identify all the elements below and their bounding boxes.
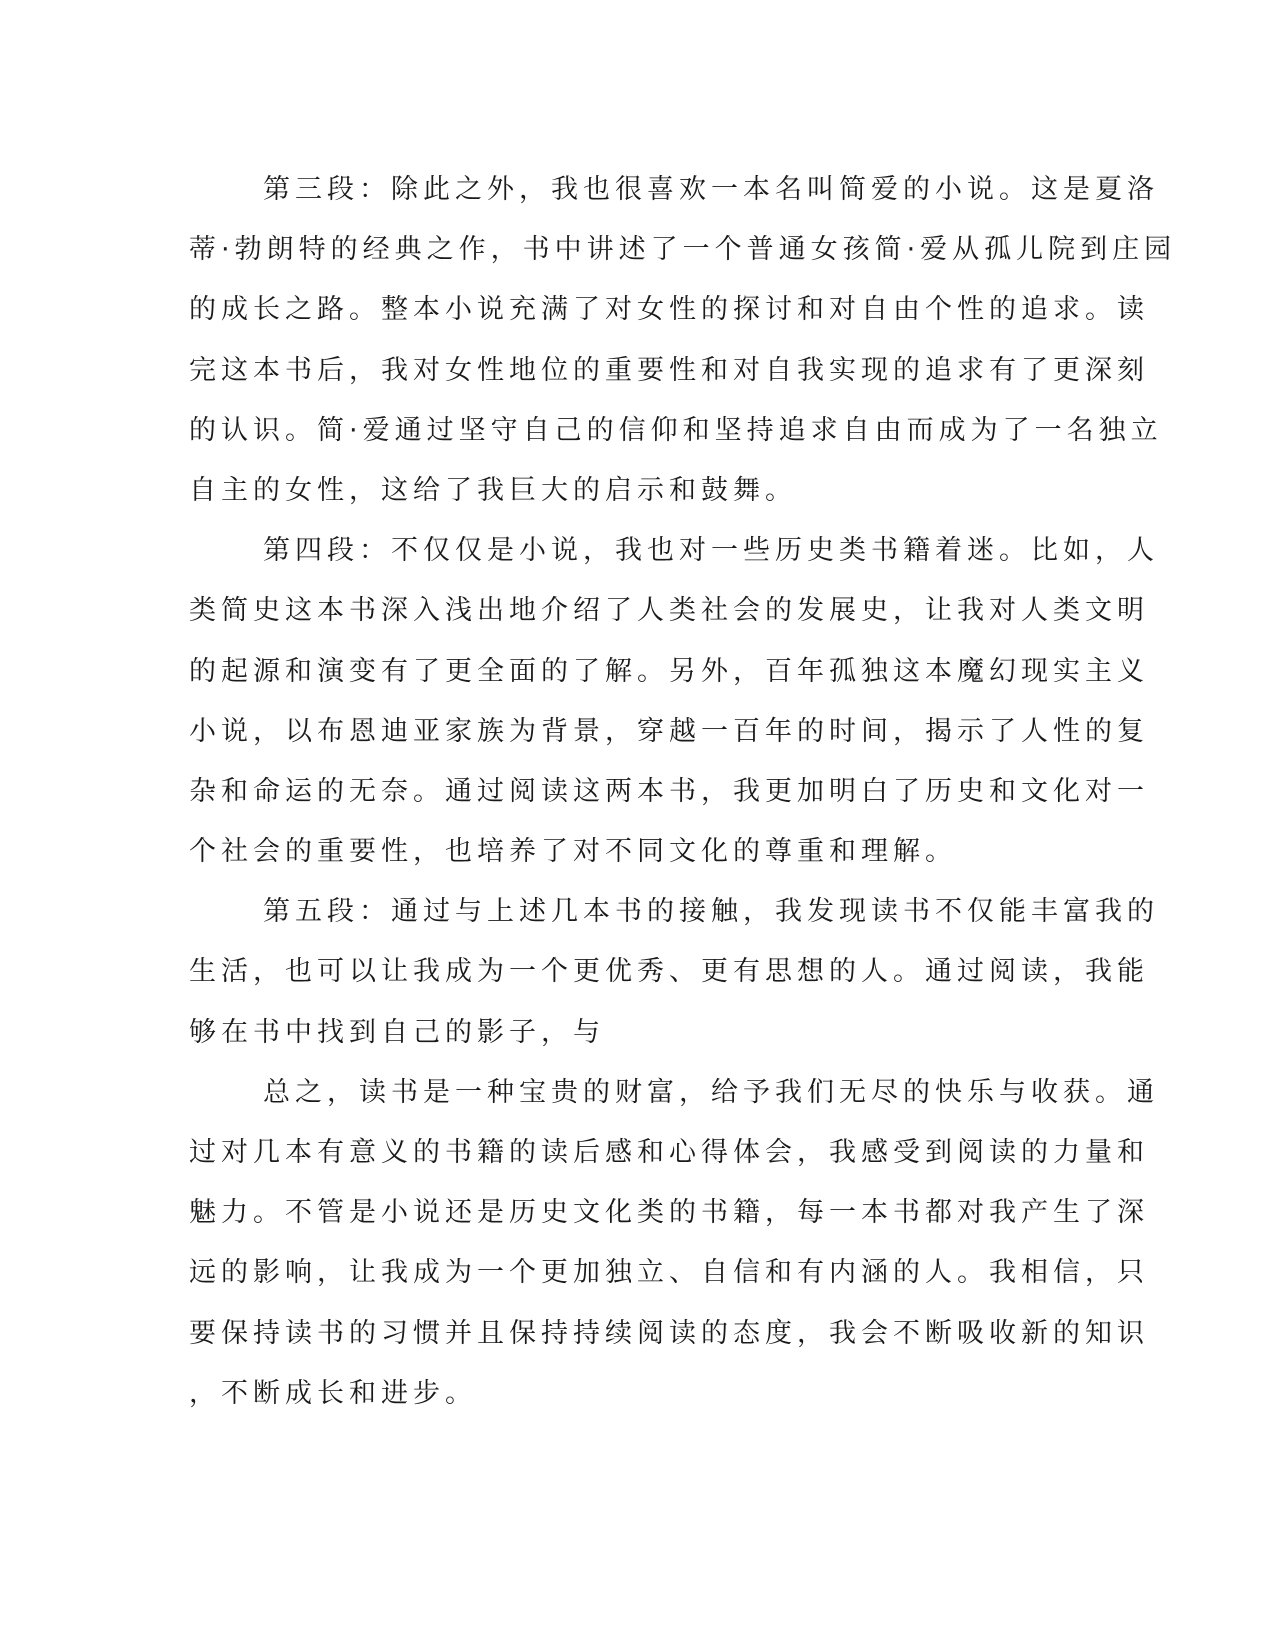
paragraph-3-line: 完这本书后，我对女性地位的重要性和对自我实现的追求有了更深刻 (189, 354, 1149, 386)
paragraph-5-line: 够在书中找到自己的影子，与 (189, 1016, 605, 1048)
paragraph-conclusion-line: 魅力。不管是小说还是历史文化类的书籍，每一本书都对我产生了深 (189, 1197, 1149, 1229)
paragraph-4-line: 第四段：不仅仅是小说，我也对一些历史类书籍着迷。比如，人 (263, 535, 1159, 567)
paragraph-5-line: 生活，也可以让我成为一个更优秀、更有思想的人。通过阅读，我能 (189, 956, 1149, 988)
paragraph-conclusion-line: 要保持读书的习惯并且保持持续阅读的态度，我会不断吸收新的知识 (189, 1317, 1149, 1349)
paragraph-conclusion-line: 远的影响，让我成为一个更加独立、自信和有内涵的人。我相信，只 (189, 1257, 1149, 1289)
paragraph-4-line: 类简史这本书深入浅出地介绍了人类社会的发展史，让我对人类文明 (189, 595, 1149, 627)
paragraph-3-line: 的认识。简·爱通过坚守自己的信仰和坚持追求自由而成为了一名独立 (189, 414, 1163, 446)
paragraph-3-line: 第三段：除此之外，我也很喜欢一本名叫简爱的小说。这是夏洛 (263, 174, 1159, 205)
paragraph-5-line: 第五段：通过与上述几本书的接触，我发现读书不仅能丰富我的 (263, 896, 1159, 928)
paragraph-4-line: 的起源和演变有了更全面的了解。另外，百年孤独这本魔幻现实主义 (189, 655, 1149, 687)
paragraph-4-line: 个社会的重要性，也培养了对不同文化的尊重和理解。 (189, 836, 957, 868)
paragraph-3-line: 蒂·勃朗特的经典之作，书中讲述了一个普通女孩简·爱从孤儿院到庄园 (189, 234, 1177, 266)
paragraph-3-line: 自主的女性，这给了我巨大的启示和鼓舞。 (189, 474, 797, 506)
document-body (189, 160, 1177, 1424)
paragraph-conclusion-line: 过对几本有意义的书籍的读后感和心得体会，我感受到阅读的力量和 (189, 1137, 1149, 1168)
paragraph-4-line: 小说，以布恩迪亚家族为背景，穿越一百年的时间，揭示了人性的复 (189, 715, 1149, 747)
paragraph-conclusion-line: ，不断成长和进步。 (189, 1377, 477, 1409)
paragraph-4-line: 杂和命运的无奈。通过阅读这两本书，我更加明白了历史和文化对一 (189, 775, 1149, 807)
paragraph-3-line: 的成长之路。整本小说充满了对女性的探讨和对自由个性的追求。读 (189, 294, 1149, 326)
paragraph-conclusion-line: 总之，读书是一种宝贵的财富，给予我们无尽的快乐与收获。通 (263, 1076, 1159, 1108)
